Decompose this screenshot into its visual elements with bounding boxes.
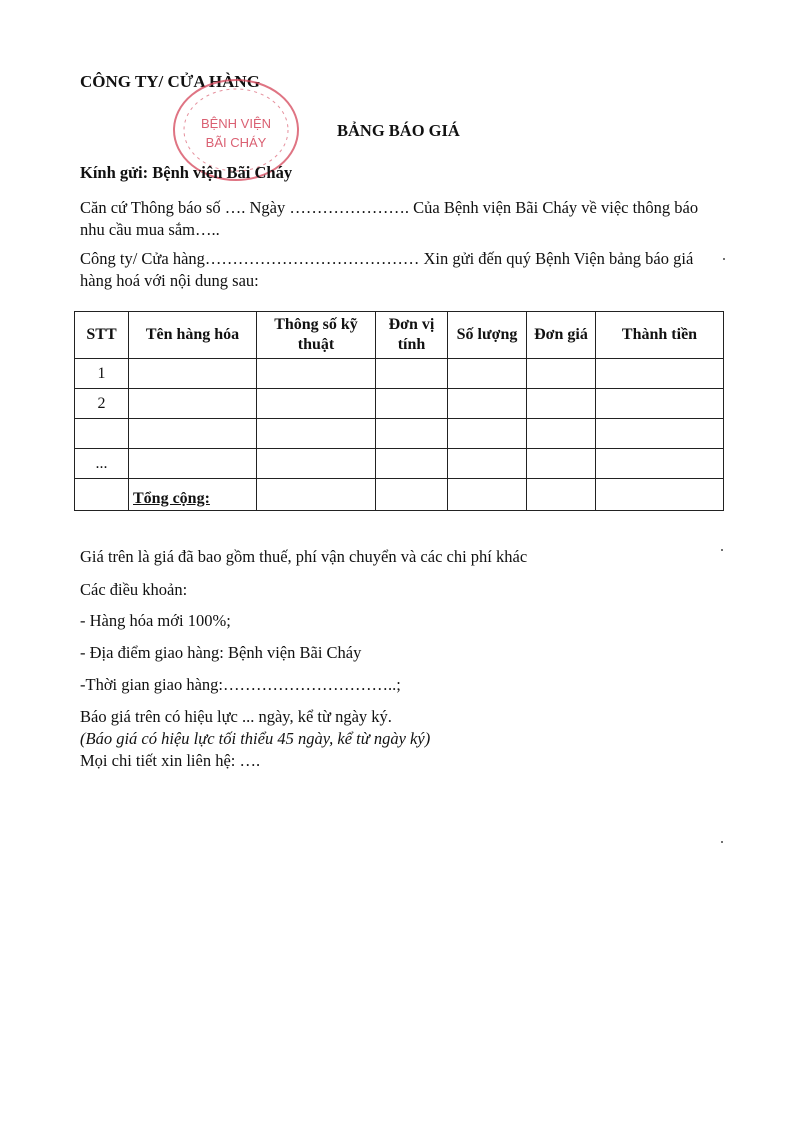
table-cell — [527, 449, 596, 479]
table-cell — [596, 389, 724, 419]
term-new-goods: - Hàng hóa mới 100%; — [80, 611, 231, 630]
table-cell — [376, 359, 448, 389]
stamp-text-line2: BÃI CHÁY — [205, 135, 267, 150]
scan-speck — [723, 258, 725, 260]
table-cell — [257, 449, 376, 479]
table-cell — [596, 419, 724, 449]
col-header-unit-price: Đơn giá — [527, 312, 596, 359]
price-note: Giá trên là giá đã bao gồm thuế, phí vận chuyển và các chi phí khác — [80, 547, 528, 566]
recipient-line: Kính gửi: Bệnh viện Bãi Cháy — [80, 163, 293, 182]
document-title: BẢNG BÁO GIÁ — [337, 121, 460, 140]
scan-speck — [721, 549, 723, 551]
table-cell — [448, 419, 527, 449]
table-cell — [596, 449, 724, 479]
term-delivery-time: -Thời gian giao hàng:…………………………..; — [80, 675, 401, 694]
total-label: Tổng cộng: — [129, 479, 257, 511]
table-cell: ... — [75, 449, 129, 479]
table-cell — [448, 389, 527, 419]
col-header-stt: STT — [75, 312, 129, 359]
table-cell — [448, 359, 527, 389]
table-cell — [376, 479, 448, 511]
term-delivery-location: - Địa điểm giao hàng: Bệnh viện Bãi Cháy — [80, 643, 362, 662]
table-cell — [527, 359, 596, 389]
validity-statement: Báo giá trên có hiệu lực ... ngày, kể từ ngày ký. — [80, 707, 392, 726]
table-cell — [257, 419, 376, 449]
table-cell — [527, 389, 596, 419]
stamp-text-line1: BỆNH VIỆN — [200, 116, 272, 131]
table-cell — [376, 389, 448, 419]
col-header-unit: Đơn vị tính — [376, 312, 448, 359]
table-cell — [448, 449, 527, 479]
table-cell — [129, 359, 257, 389]
contact-line: Mọi chi tiết xin liên hệ: …. — [80, 751, 261, 770]
table-cell — [129, 449, 257, 479]
terms-heading: Các điều khoản: — [80, 580, 188, 599]
table-cell: 2 — [75, 389, 129, 419]
table-cell — [129, 389, 257, 419]
table-cell — [75, 419, 129, 449]
company-heading: CÔNG TY/ CỬA HÀNG — [80, 72, 260, 91]
table-cell — [257, 389, 376, 419]
col-header-specs: Thông số kỹ thuật — [257, 312, 376, 359]
table-cell — [257, 359, 376, 389]
scan-speck — [721, 841, 723, 843]
table-cell — [448, 479, 527, 511]
col-header-item-name: Tên hàng hóa — [129, 312, 257, 359]
table-cell — [527, 419, 596, 449]
intro-paragraph-1: Căn cứ Thông báo số …. Ngày …………………. Của Bệnh viện Bãi Cháy về việc thông báo nhu cầu mua sắm….. — [80, 198, 699, 239]
table-header-row — [75, 312, 724, 359]
table-row — [75, 359, 724, 389]
table-total-row — [75, 479, 724, 511]
col-header-amount: Thành tiền — [596, 312, 724, 359]
quotation-table — [74, 311, 724, 511]
table-row — [75, 389, 724, 419]
table-cell — [376, 449, 448, 479]
intro-paragraph-2: Công ty/ Cửa hàng………………………………… Xin gửi đến quý Bệnh Viện bảng báo giá hàng hoá với nội dung sau: — [80, 249, 694, 290]
col-header-quantity: Số lượng — [448, 312, 527, 359]
table-row — [75, 449, 724, 479]
table-cell — [376, 419, 448, 449]
table-cell: 1 — [75, 359, 129, 389]
table-cell — [527, 479, 596, 511]
table-cell — [129, 419, 257, 449]
table-cell — [596, 479, 724, 511]
table-cell — [596, 359, 724, 389]
validity-note: (Báo giá có hiệu lực tối thiểu 45 ngày, kể từ ngày ký) — [80, 729, 431, 748]
table-cell — [257, 479, 376, 511]
table-row — [75, 419, 724, 449]
table-cell — [75, 479, 129, 511]
